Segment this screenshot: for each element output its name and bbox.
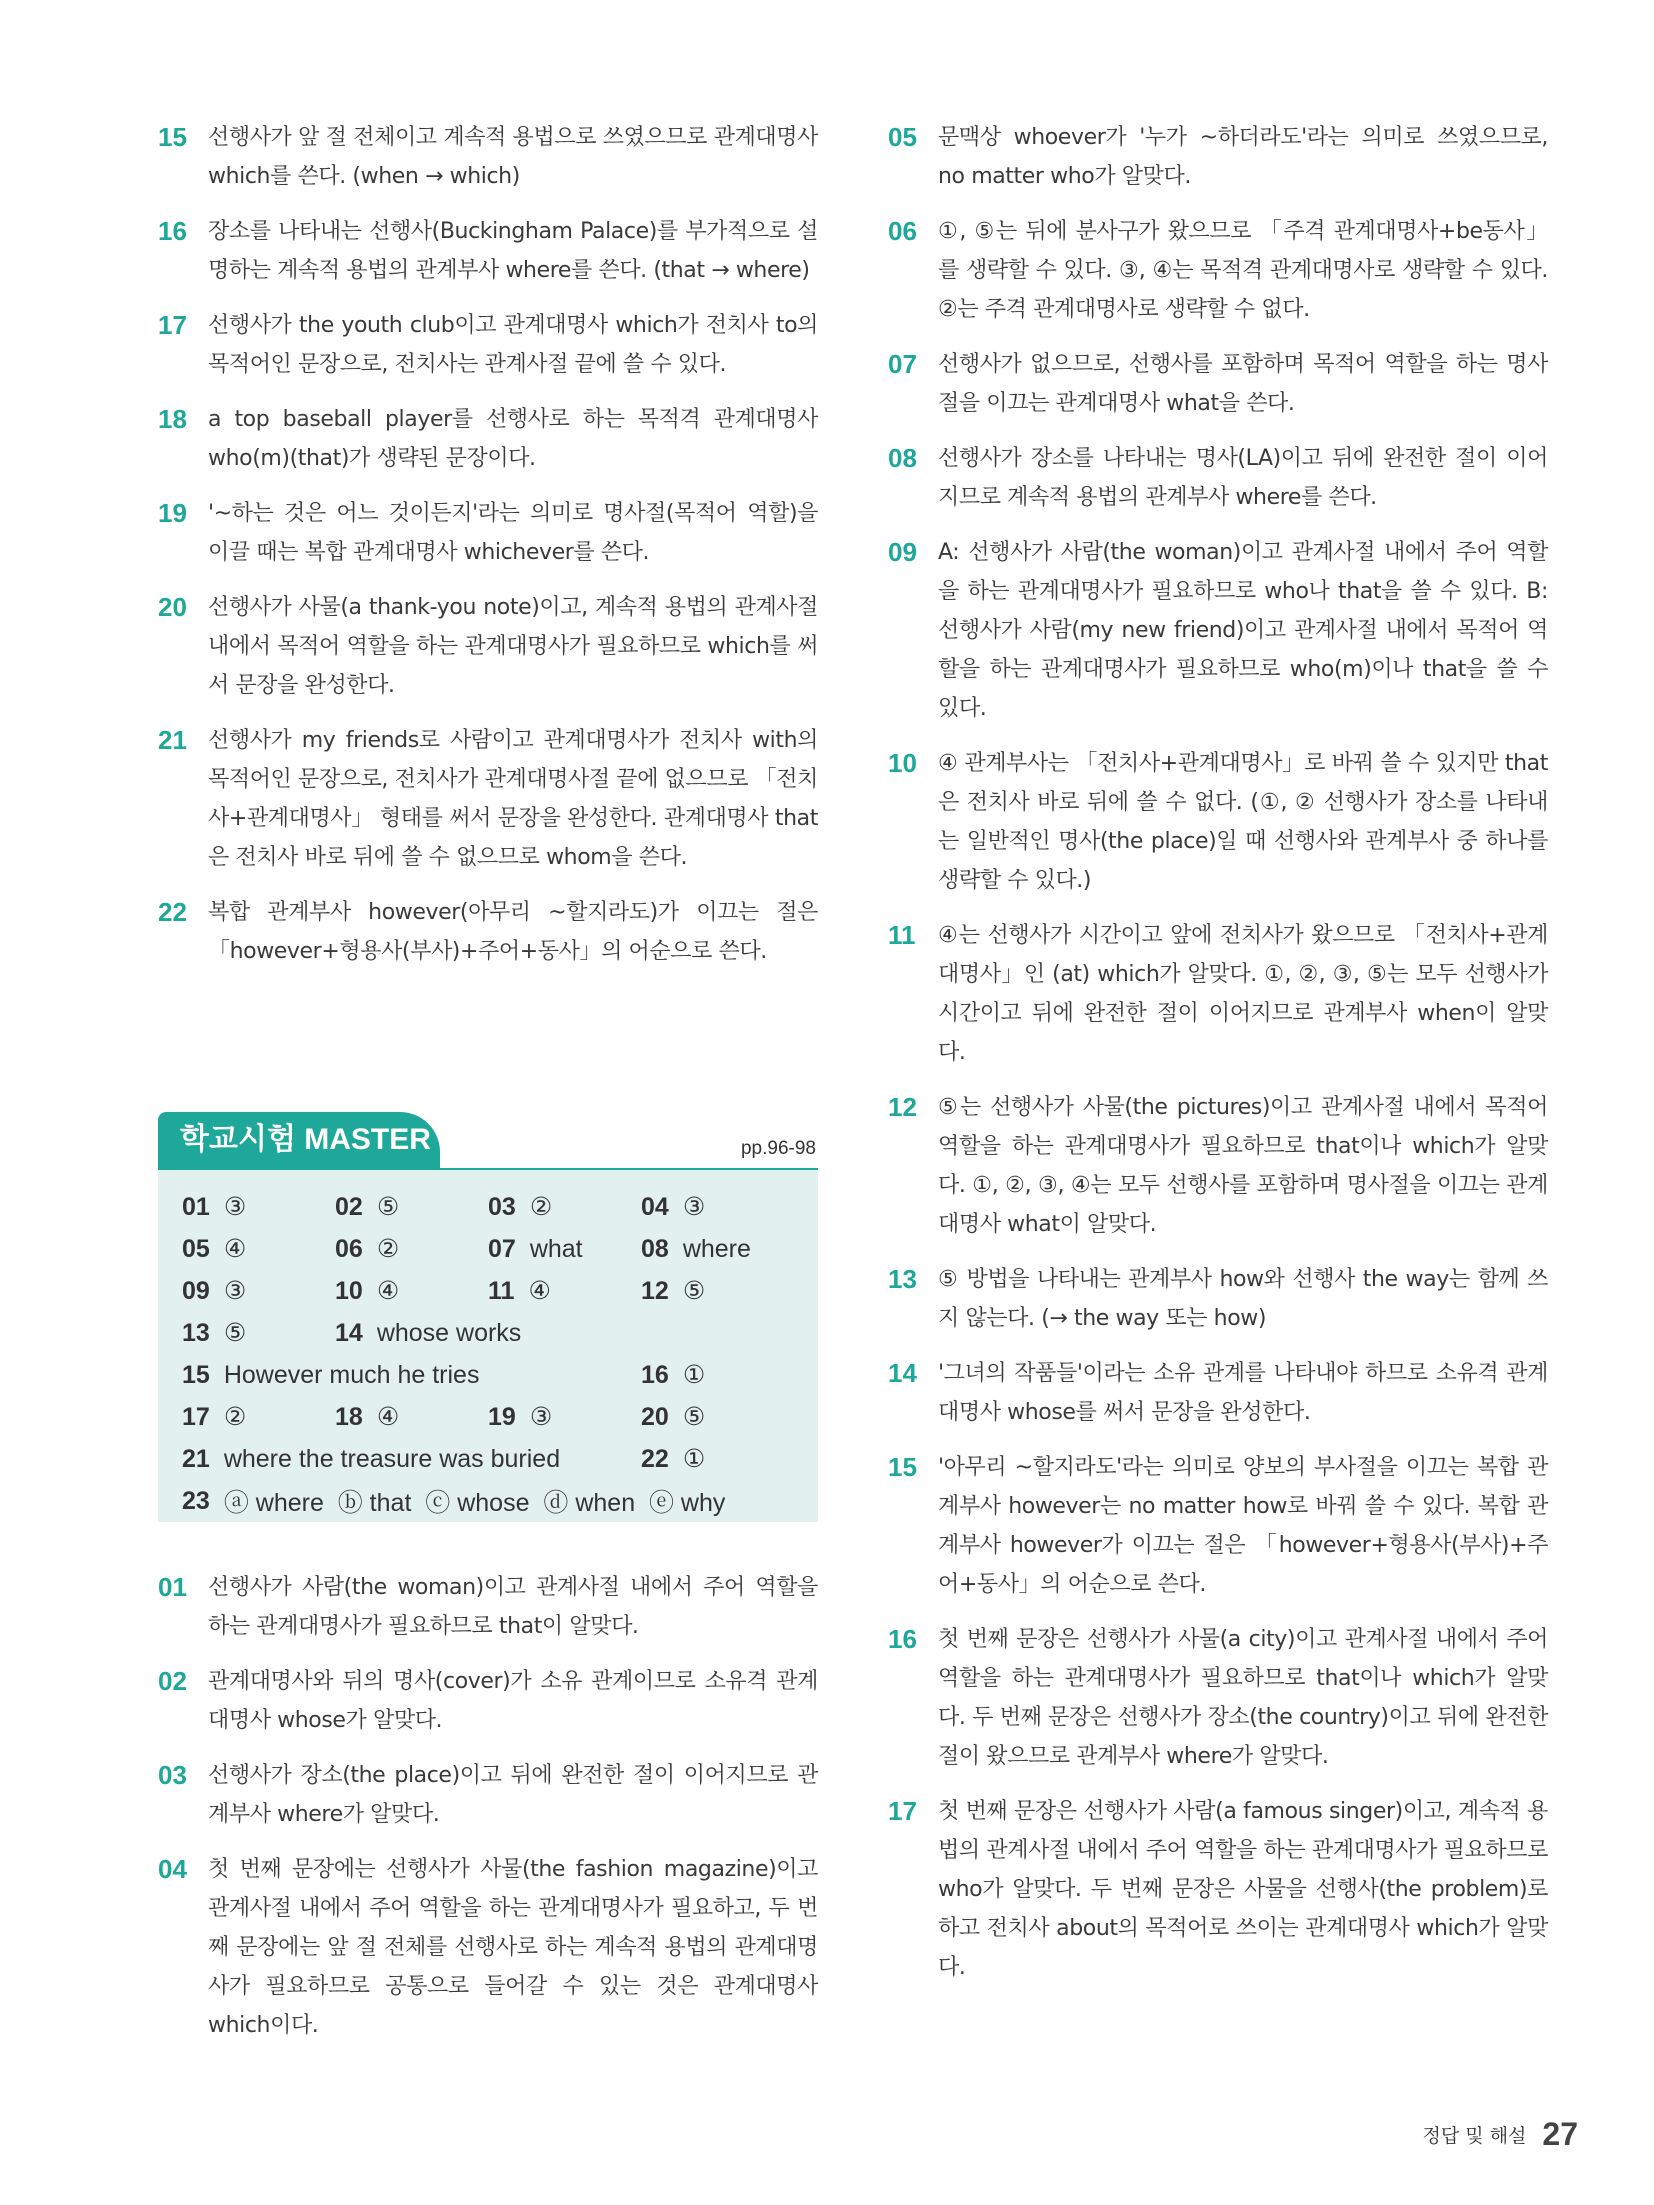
item-text: 복합 관계부사 however(아무리 ~할지라도)가 이끄는 절은 「however+형용사(부사)+주어+동사」의 어순으로 쓴다.	[208, 900, 818, 964]
answer-row	[182, 1228, 794, 1270]
item-number: 19	[158, 498, 187, 528]
answer-value: whose works	[376, 1318, 522, 1347]
item-text: 첫 번째 문장은 선행사가 사람(a famous singer)이고, 계속적 용법의 관계사절 내에서 주어 역할을 하는 관계대명사가 필요하므로 who가 알맞다. 두 번째 문장은 사물을 선행사(the problem)로 하고 전치사 about의 목적어로 쓰이는 관계대명사 which가 알맞다.	[938, 1799, 1548, 1980]
answer-cell	[641, 1402, 794, 1432]
answer-row	[182, 1396, 794, 1438]
left-column-top	[158, 118, 818, 987]
answer-value: where	[682, 1234, 751, 1263]
explanation-item	[158, 1662, 818, 1740]
answer-cell	[182, 1402, 335, 1432]
item-text: '~하는 것은 어느 것이든지'라는 의미로 명사절(목적어 역할)을 이끌 때는 복합 관계대명사 whichever를 쓴다.	[208, 501, 818, 565]
answer-number: 12	[641, 1276, 669, 1305]
item-text: '아무리 ~할지라도'라는 의미로 양보의 부사절을 이끄는 복합 관계부사 however는 no matter how로 바꿔 쓸 수 있다. 복합 관계부사 however가 이끄는 절은 「however+형용사(부사)+주어+동사」의 어순으로 쓴다.	[938, 1455, 1548, 1597]
item-text: 선행사가 사물(a thank-you note)이고, 계속적 용법의 관계사절 내에서 목적어 역할을 하는 관계대명사가 필요하므로 which를 써서 문장을 완성한다.	[208, 595, 818, 698]
answer-cell	[182, 1483, 794, 1519]
explanation-item	[888, 1792, 1548, 1987]
page-footer	[1423, 2116, 1578, 2153]
explanation-item	[158, 306, 818, 384]
answer-value: ④	[376, 1403, 400, 1431]
answer-number: 08	[641, 1234, 669, 1263]
answer-number: 10	[335, 1276, 363, 1305]
item-number: 07	[888, 349, 917, 379]
explanation-item	[888, 533, 1548, 728]
answer-value: what	[529, 1234, 583, 1263]
item-text: 선행사가 앞 절 전체이고 계속적 용법으로 쓰였으므로 관계대명사 which를 쓴다. (when → which)	[208, 125, 818, 189]
master-header	[158, 1112, 818, 1170]
explanation-item	[158, 721, 818, 877]
item-number: 16	[158, 216, 187, 246]
explanation-item	[888, 118, 1548, 196]
answer-value: ③	[223, 1277, 247, 1305]
answer-value: ③	[682, 1193, 706, 1221]
item-number: 01	[158, 1572, 187, 1602]
item-number: 13	[888, 1264, 917, 1294]
item-number: 09	[888, 537, 917, 567]
answer-cell	[488, 1276, 641, 1306]
answer-value: ⑤	[223, 1319, 247, 1347]
item-text: 첫 번째 문장은 선행사가 사물(a city)이고 관계사절 내에서 주어 역할을 하는 관계대명사가 필요하므로 that이나 which가 알맞다. 두 번째 문장은 선행사가 장소(the country)이고 뒤에 완전한 절이 왔으므로 관계부사 where가 알맞다.	[938, 1627, 1548, 1769]
answer-value: ①	[682, 1445, 706, 1473]
explanation-item	[158, 212, 818, 290]
explanation-item	[158, 400, 818, 478]
item-number: 21	[158, 725, 187, 755]
answer-number: 09	[182, 1276, 210, 1305]
explanation-item	[888, 916, 1548, 1072]
master-title: 학교시험 MASTER	[158, 1112, 440, 1168]
item-number: 06	[888, 216, 917, 246]
item-text: ④ 관계부사는 「전치사+관계대명사」로 바꿔 쓸 수 있지만 that은 전치사 바로 뒤에 쓸 수 없다. (①, ② 선행사가 장소를 나타내는 일반적인 명사(the place)일 때 선행사와 관계부사 중 하나를 생략할 수 있다.)	[938, 751, 1548, 893]
answer-number: 20	[641, 1402, 669, 1431]
item-text: ④는 선행사가 시간이고 앞에 전치사가 왔으므로 「전치사+관계대명사」인 (at) which가 알맞다. ①, ②, ③, ⑤는 모두 선행사가 시간이고 뒤에 완전한 절이 이어지므로 관계부사 when이 알맞다.	[938, 923, 1548, 1065]
answer-value: ①	[682, 1361, 706, 1389]
answer-value: ⑤	[682, 1403, 706, 1431]
answer-cell	[641, 1276, 794, 1306]
answer-number: 21	[182, 1444, 210, 1473]
answer-grid	[158, 1170, 818, 1522]
item-number: 12	[888, 1092, 917, 1122]
answer-cell	[182, 1234, 335, 1264]
item-number: 20	[158, 592, 187, 622]
answer-number: 15	[182, 1360, 210, 1389]
explanation-item	[888, 212, 1548, 329]
answer-cell	[335, 1319, 794, 1348]
master-page-range: pp.96-98	[740, 1138, 816, 1159]
answer-value: ④	[528, 1277, 551, 1305]
item-number: 22	[158, 897, 187, 927]
item-number: 17	[158, 310, 187, 340]
explanation-item	[158, 118, 818, 196]
answer-cell	[488, 1402, 641, 1432]
answer-cell	[335, 1402, 488, 1432]
item-text: '그녀의 작품들'이라는 소유 관계를 나타내야 하므로 소유격 관계대명사 whose를 써서 문장을 완성한다.	[938, 1361, 1548, 1425]
item-text: 관계대명사와 뒤의 명사(cover)가 소유 관계이므로 소유격 관계대명사 whose가 알맞다.	[208, 1669, 818, 1733]
item-text: A: 선행사가 사람(the woman)이고 관계사절 내에서 주어 역할을 하는 관계대명사가 필요하므로 who나 that을 쓸 수 있다. B: 선행사가 사람(my new friend)이고 관계사절 내에서 목적어 역할을 하는 관계대명사가 필요하므로 who(m)이나 that을 쓸 수 있다.	[938, 540, 1548, 721]
answer-value: ②	[223, 1403, 247, 1431]
item-text: 선행사가 사람(the woman)이고 관계사절 내에서 주어 역할을 하는 관계대명사가 필요하므로 that이 알맞다.	[208, 1575, 818, 1639]
item-text: 선행사가 my friends로 사람이고 관계대명사가 전치사 with의 목적어인 문장으로, 전치사가 관계대명사절 끝에 없으므로 「전치사+관계대명사」 형태를 써서 문장을 완성한다. 관계대명사 that은 전치사 바로 뒤에 쓸 수 없으므로 whom을 쓴다.	[208, 728, 818, 870]
answer-value: where the treasure was buried	[223, 1444, 561, 1473]
answer-number: 16	[641, 1360, 669, 1389]
item-number: 05	[888, 122, 917, 152]
answer-value: ②	[529, 1193, 553, 1221]
item-number: 08	[888, 443, 917, 473]
answer-cell	[335, 1234, 488, 1264]
explanation-item	[888, 345, 1548, 423]
answer-cell	[182, 1361, 641, 1390]
answer-number: 18	[335, 1402, 363, 1431]
item-text: ⑤는 선행사가 사물(the pictures)이고 관계사절 내에서 목적어 역할을 하는 관계대명사가 필요하므로 that이나 which가 알맞다. ①, ②, ③, ④는 모두 선행사를 포함하며 명사절을 이끄는 관계대명사 what이 알맞다.	[938, 1095, 1548, 1237]
item-text: ①, ⑤는 뒤에 분사구가 왔으므로 「주격 관계대명사+be동사」를 생략할 수 있다. ③, ④는 목적격 관계대명사로 생략할 수 있다. ②는 주격 관계대명사로 생략할 수 없다.	[938, 219, 1548, 322]
explanation-item	[158, 893, 818, 971]
explanation-item	[888, 1354, 1548, 1432]
item-text: 선행사가 장소를 나타내는 명사(LA)이고 뒤에 완전한 절이 이어지므로 계속적 용법의 관계부사 where를 쓴다.	[938, 446, 1548, 510]
answer-number: 17	[182, 1402, 210, 1431]
explanation-item	[158, 1756, 818, 1834]
item-number: 14	[888, 1358, 917, 1388]
item-number: 02	[158, 1666, 187, 1696]
answer-cell	[488, 1235, 641, 1264]
item-text: 선행사가 장소(the place)이고 뒤에 완전한 절이 이어지므로 관계부사 where가 알맞다.	[208, 1763, 818, 1827]
right-column	[888, 118, 1548, 2003]
answer-value: ③	[529, 1403, 553, 1431]
answer-cell	[641, 1235, 794, 1264]
master-answer-box	[158, 1112, 818, 1522]
answer-row	[182, 1354, 794, 1396]
answer-number: 22	[641, 1444, 669, 1473]
item-number: 15	[158, 122, 187, 152]
answer-value: ④	[223, 1235, 247, 1263]
answer-number: 02	[335, 1192, 363, 1221]
answer-number: 19	[488, 1402, 516, 1431]
answer-value: ④	[376, 1277, 400, 1305]
answer-row	[182, 1480, 794, 1522]
explanation-item	[888, 1448, 1548, 1604]
answer-cell	[182, 1276, 335, 1306]
answer-value: ⑤	[682, 1277, 706, 1305]
page-number: 27	[1542, 2116, 1578, 2152]
answer-cell	[641, 1444, 794, 1474]
answer-row	[182, 1438, 794, 1480]
answer-cell	[641, 1360, 794, 1390]
item-number: 16	[888, 1624, 917, 1654]
item-text: 선행사가 the youth club이고 관계대명사 which가 전치사 to의 목적어인 문장으로, 전치사는 관계사절 끝에 쓸 수 있다.	[208, 313, 818, 377]
answer-number: 06	[335, 1234, 363, 1263]
answer-number: 05	[182, 1234, 210, 1263]
answer-cell	[182, 1192, 335, 1222]
item-text: 장소를 나타내는 선행사(Buckingham Palace)를 부가적으로 설명하는 계속적 용법의 관계부사 where를 쓴다. (that → where)	[208, 219, 818, 283]
answer-number: 04	[641, 1192, 669, 1221]
explanation-item	[158, 494, 818, 572]
item-number: 11	[888, 920, 916, 950]
item-number: 03	[158, 1760, 187, 1790]
answer-number: 23	[182, 1486, 210, 1515]
left-column-bottom	[158, 1568, 818, 2061]
explanation-item	[888, 1260, 1548, 1338]
answer-cell	[335, 1192, 488, 1222]
explanation-item	[158, 588, 818, 705]
answer-number: 03	[488, 1192, 516, 1221]
item-text: 선행사가 없으므로, 선행사를 포함하며 목적어 역할을 하는 명사절을 이끄는 관계대명사 what을 쓴다.	[938, 352, 1548, 416]
item-number: 17	[888, 1796, 917, 1826]
footer-label: 정답 및 해설	[1422, 2125, 1527, 2147]
explanation-item	[888, 744, 1548, 900]
answer-cell	[182, 1318, 335, 1348]
item-number: 10	[888, 748, 917, 778]
answer-row	[182, 1270, 794, 1312]
answer-cell	[182, 1445, 641, 1474]
answer-value: ②	[376, 1235, 400, 1263]
answer-row	[182, 1312, 794, 1354]
answer-cell	[335, 1276, 488, 1306]
answer-number: 01	[182, 1192, 210, 1221]
item-text: 첫 번째 문장에는 선행사가 사물(the fashion magazine)이고 관계사절 내에서 주어 역할을 하는 관계대명사가 필요하고, 두 번째 문장에는 앞 절 전체를 선행사로 하는 계속적 용법의 관계대명사가 필요하므로 공통으로 들어갈 수 있는 것은 관계대명사 which이다.	[208, 1857, 818, 2038]
explanation-item	[158, 1850, 818, 2045]
answer-cell	[488, 1192, 641, 1222]
answer-value: ③	[223, 1193, 247, 1221]
answer-row	[182, 1186, 794, 1228]
answer-number: 11	[488, 1276, 515, 1305]
explanation-item	[158, 1568, 818, 1646]
item-number: 18	[158, 404, 187, 434]
item-text: ⑤ 방법을 나타내는 관계부사 how와 선행사 the way는 함께 쓰지 않는다. (→ the way 또는 how)	[938, 1267, 1548, 1331]
explanation-item	[888, 1620, 1548, 1776]
answer-number: 07	[488, 1234, 516, 1263]
answer-value: ⓐ where ⓑ that ⓒ whose ⓓ when ⓔ why	[223, 1489, 726, 1517]
item-number: 04	[158, 1854, 187, 1884]
answer-number: 13	[182, 1318, 210, 1347]
item-text: 문맥상 whoever가 '누가 ~하더라도'라는 의미로 쓰였으므로, no matter who가 알맞다.	[938, 125, 1548, 189]
answer-value: ⑤	[376, 1193, 400, 1221]
answer-number: 14	[335, 1318, 363, 1347]
explanation-item	[888, 439, 1548, 517]
explanation-item	[888, 1088, 1548, 1244]
answer-value: However much he tries	[223, 1360, 480, 1389]
item-text: a top baseball player를 선행사로 하는 목적격 관계대명사 who(m)(that)가 생략된 문장이다.	[208, 407, 818, 471]
answer-cell	[641, 1192, 794, 1222]
item-number: 15	[888, 1452, 917, 1482]
